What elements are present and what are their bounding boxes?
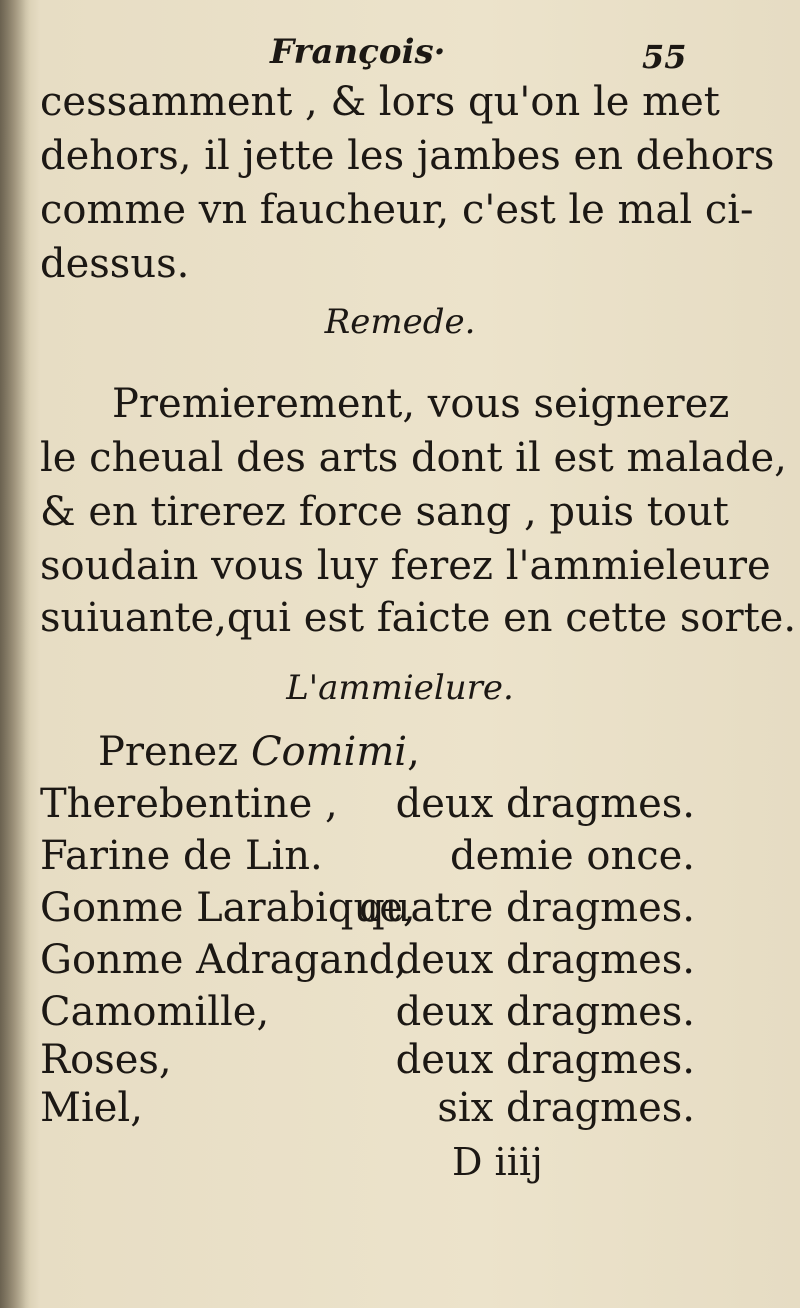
para1-line-1: cessamment , & lors qu'on le met [40,79,720,125]
page-number: 55 [642,38,687,76]
ingredient: Camomille, [40,989,270,1035]
para1-line-2: dehors, il jette les jambes en dehors [40,133,775,179]
quantity: deux dragmes. [395,1037,695,1083]
ingredient: Farine de Lin. [40,833,323,879]
ingredient: Miel, [40,1085,143,1131]
quantity: deux dragmes. [395,989,695,1035]
recipe-intro-prefix: Prenez [98,729,251,775]
para2-line-5: suiuante,qui est faicte en cette sorte. [40,595,797,641]
para2-line-3: & en tirerez force sang , puis tout [40,489,729,535]
recipe-intro-suffix: , [407,729,420,775]
quantity: six dragmes. [437,1085,695,1131]
ingredient: Gonme Adragand, [40,937,408,983]
heading-remede: Remede. [324,302,476,342]
recipe-intro-name: Comimi [250,729,408,775]
para1-line-4: dessus. [40,241,190,287]
quantity: demie once. [449,833,695,879]
para1-line-3: comme vn faucheur, c'est le mal ci- [40,187,754,233]
quantity: deux dragmes. [395,781,695,827]
recipe-intro [98,729,420,775]
para2-line-4: soudain vous luy ferez l'ammieleure [40,543,771,589]
quantity: quatre dragmes. [359,885,695,931]
quantity: deux dragmes. [395,937,695,983]
para2-line-1: Premierement, vous seignerez [112,381,730,427]
ingredient: Therebentine , [40,781,338,827]
ingredient: Gonme Larabique, [40,885,416,931]
running-title: François· [270,32,446,72]
para2-line-2: le cheual des arts dont il est malade, [40,435,787,481]
ingredient: Roses, [40,1037,172,1083]
signature-mark: D iiij [452,1140,543,1184]
gutter-shadow [0,0,30,1308]
heading-ammielure: L'ammielure. [286,668,514,708]
